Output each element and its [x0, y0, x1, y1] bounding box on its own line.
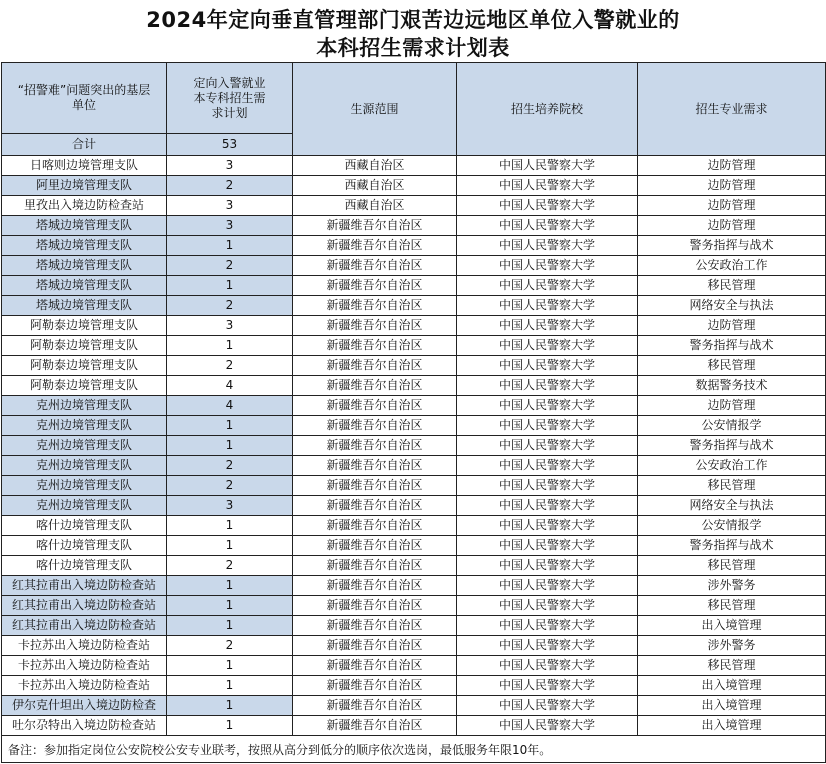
cell-school: 中国人民警察大学: [457, 196, 638, 216]
table-row: [2, 156, 826, 176]
cell-count: 3: [167, 216, 293, 236]
cell-major: 移民管理: [638, 596, 826, 616]
cell-region: 新疆维吾尔自治区: [293, 576, 457, 596]
cell-major: 边防管理: [638, 316, 826, 336]
cell-unit: 克州边境管理支队: [2, 456, 167, 476]
cell-unit: 卡拉苏出入境边防检查站: [2, 656, 167, 676]
cell-school: 中国人民警察大学: [457, 336, 638, 356]
table-row: [2, 696, 826, 716]
table-row: [2, 456, 826, 476]
cell-count: 1: [167, 436, 293, 456]
cell-region: 新疆维吾尔自治区: [293, 296, 457, 316]
cell-count: 1: [167, 276, 293, 296]
table-row: [2, 496, 826, 516]
table-row: [2, 276, 826, 296]
cell-region: 新疆维吾尔自治区: [293, 616, 457, 636]
table-row: [2, 256, 826, 276]
cell-unit: 吐尔尕特出入境边防检查站: [2, 716, 167, 736]
cell-unit: 塔城边境管理支队: [2, 276, 167, 296]
table-row: [2, 236, 826, 256]
cell-school: 中国人民警察大学: [457, 616, 638, 636]
cell-school: 中国人民警察大学: [457, 556, 638, 576]
table-row: [2, 416, 826, 436]
cell-major: 出入境管理: [638, 616, 826, 636]
cell-region: 新疆维吾尔自治区: [293, 236, 457, 256]
header-unit: [2, 63, 167, 134]
cell-count: 1: [167, 716, 293, 736]
cell-school: 中国人民警察大学: [457, 216, 638, 236]
table-row: [2, 596, 826, 616]
cell-major: 公安情报学: [638, 416, 826, 436]
cell-major: 移民管理: [638, 556, 826, 576]
table-row: [2, 316, 826, 336]
cell-unit: 红其拉甫出入境边防检查站: [2, 616, 167, 636]
cell-unit: 塔城边境管理支队: [2, 256, 167, 276]
cell-count: 3: [167, 316, 293, 336]
cell-count: 2: [167, 256, 293, 276]
cell-count: 1: [167, 676, 293, 696]
cell-unit: 塔城边境管理支队: [2, 216, 167, 236]
cell-region: 新疆维吾尔自治区: [293, 276, 457, 296]
cell-unit: 克州边境管理支队: [2, 396, 167, 416]
cell-major: 出入境管理: [638, 696, 826, 716]
table-body: [2, 156, 826, 736]
cell-count: 2: [167, 556, 293, 576]
cell-region: 新疆维吾尔自治区: [293, 676, 457, 696]
cell-major: 边防管理: [638, 156, 826, 176]
cell-count: 2: [167, 456, 293, 476]
cell-major: 移民管理: [638, 356, 826, 376]
cell-unit: 喀什边境管理支队: [2, 536, 167, 556]
cell-region: 西藏自治区: [293, 196, 457, 216]
table-row: [2, 536, 826, 556]
cell-unit: 阿里边境管理支队: [2, 176, 167, 196]
cell-count: 1: [167, 336, 293, 356]
table-row: [2, 376, 826, 396]
cell-school: 中国人民警察大学: [457, 516, 638, 536]
cell-unit: 克州边境管理支队: [2, 436, 167, 456]
cell-count: 1: [167, 516, 293, 536]
cell-school: 中国人民警察大学: [457, 396, 638, 416]
cell-school: 中国人民警察大学: [457, 476, 638, 496]
cell-major: 出入境管理: [638, 716, 826, 736]
cell-major: 边防管理: [638, 396, 826, 416]
cell-school: 中国人民警察大学: [457, 716, 638, 736]
cell-school: 中国人民警察大学: [457, 636, 638, 656]
cell-region: 新疆维吾尔自治区: [293, 376, 457, 396]
document-title: [0, 0, 826, 62]
cell-region: 新疆维吾尔自治区: [293, 496, 457, 516]
cell-major: 移民管理: [638, 656, 826, 676]
cell-school: 中国人民警察大学: [457, 656, 638, 676]
header-unit-label: “招警难”问题突出的基层单位: [17, 83, 151, 112]
cell-unit: 塔城边境管理支队: [2, 236, 167, 256]
cell-count: 4: [167, 396, 293, 416]
cell-major: 公安政治工作: [638, 456, 826, 476]
header-region: 生源范围: [293, 63, 457, 156]
cell-unit: 阿勒泰边境管理支队: [2, 356, 167, 376]
cell-count: 3: [167, 196, 293, 216]
cell-major: 出入境管理: [638, 676, 826, 696]
cell-region: 新疆维吾尔自治区: [293, 516, 457, 536]
cell-count: 4: [167, 376, 293, 396]
table-row: [2, 576, 826, 596]
table-row: [2, 676, 826, 696]
cell-count: 3: [167, 496, 293, 516]
header-school: 招生培养院校: [457, 63, 638, 156]
cell-school: 中国人民警察大学: [457, 456, 638, 476]
recruitment-plan-table: [1, 62, 826, 763]
cell-region: 新疆维吾尔自治区: [293, 696, 457, 716]
cell-region: 新疆维吾尔自治区: [293, 356, 457, 376]
header-count: [167, 63, 293, 134]
cell-major: 公安政治工作: [638, 256, 826, 276]
cell-count: 2: [167, 296, 293, 316]
cell-count: 2: [167, 176, 293, 196]
cell-school: 中国人民警察大学: [457, 676, 638, 696]
cell-region: 新疆维吾尔自治区: [293, 336, 457, 356]
cell-school: 中国人民警察大学: [457, 356, 638, 376]
cell-school: 中国人民警察大学: [457, 256, 638, 276]
cell-count: 1: [167, 616, 293, 636]
cell-unit: 塔城边境管理支队: [2, 296, 167, 316]
cell-unit: 伊尔克什坦出入境边防检查: [2, 696, 167, 716]
cell-count: 2: [167, 356, 293, 376]
cell-major: 警务指挥与战术: [638, 236, 826, 256]
cell-region: 新疆维吾尔自治区: [293, 216, 457, 236]
cell-region: 新疆维吾尔自治区: [293, 396, 457, 416]
cell-region: 新疆维吾尔自治区: [293, 416, 457, 436]
cell-region: 新疆维吾尔自治区: [293, 556, 457, 576]
cell-unit: 克州边境管理支队: [2, 416, 167, 436]
table-row: [2, 516, 826, 536]
cell-major: 公安情报学: [638, 516, 826, 536]
cell-major: 边防管理: [638, 216, 826, 236]
footnote: 备注：参加指定岗位公安院校公安专业联考，按照从高分到低分的顺序依次选岗，最低服务年限10年。: [2, 736, 826, 763]
total-value: 53: [167, 134, 293, 156]
cell-major: 网络安全与执法: [638, 496, 826, 516]
cell-region: 西藏自治区: [293, 176, 457, 196]
cell-count: 1: [167, 236, 293, 256]
cell-school: 中国人民警察大学: [457, 536, 638, 556]
cell-school: 中国人民警察大学: [457, 576, 638, 596]
table-row: [2, 216, 826, 236]
cell-region: 新疆维吾尔自治区: [293, 456, 457, 476]
table-row: [2, 656, 826, 676]
cell-count: 1: [167, 596, 293, 616]
cell-major: 移民管理: [638, 276, 826, 296]
cell-region: 西藏自治区: [293, 156, 457, 176]
cell-major: 警务指挥与战术: [638, 436, 826, 456]
cell-unit: 喀什边境管理支队: [2, 556, 167, 576]
cell-count: 1: [167, 656, 293, 676]
table-row: [2, 296, 826, 316]
table-row: [2, 396, 826, 416]
cell-unit: 喀什边境管理支队: [2, 516, 167, 536]
cell-school: 中国人民警察大学: [457, 316, 638, 336]
cell-major: 移民管理: [638, 476, 826, 496]
cell-unit: 阿勒泰边境管理支队: [2, 376, 167, 396]
cell-region: 新疆维吾尔自治区: [293, 716, 457, 736]
cell-count: 1: [167, 576, 293, 596]
cell-unit: 阿勒泰边境管理支队: [2, 316, 167, 336]
title-line-1: 2024年定向垂直管理部门艰苦边远地区单位入警就业的: [146, 8, 680, 32]
cell-school: 中国人民警察大学: [457, 436, 638, 456]
cell-region: 新疆维吾尔自治区: [293, 476, 457, 496]
cell-major: 数据警务技术: [638, 376, 826, 396]
cell-region: 新疆维吾尔自治区: [293, 636, 457, 656]
cell-unit: 克州边境管理支队: [2, 476, 167, 496]
table-row: [2, 176, 826, 196]
cell-school: 中国人民警察大学: [457, 156, 638, 176]
cell-count: 1: [167, 696, 293, 716]
cell-major: 边防管理: [638, 196, 826, 216]
cell-school: 中国人民警察大学: [457, 496, 638, 516]
cell-count: 2: [167, 636, 293, 656]
cell-count: 1: [167, 536, 293, 556]
title-line-2: 本科招生需求计划表: [316, 36, 510, 60]
cell-major: 警务指挥与战术: [638, 536, 826, 556]
cell-school: 中国人民警察大学: [457, 376, 638, 396]
table-row: [2, 716, 826, 736]
cell-unit: 红其拉甫出入境边防检查站: [2, 576, 167, 596]
cell-school: 中国人民警察大学: [457, 596, 638, 616]
cell-region: 新疆维吾尔自治区: [293, 656, 457, 676]
cell-unit: 克州边境管理支队: [2, 496, 167, 516]
cell-unit: 卡拉苏出入境边防检查站: [2, 636, 167, 656]
table-row: [2, 476, 826, 496]
cell-school: 中国人民警察大学: [457, 176, 638, 196]
cell-unit: 日喀则边境管理支队: [2, 156, 167, 176]
table-row: [2, 556, 826, 576]
cell-major: 边防管理: [638, 176, 826, 196]
header-major: 招生专业需求: [638, 63, 826, 156]
cell-major: 涉外警务: [638, 636, 826, 656]
cell-unit: 阿勒泰边境管理支队: [2, 336, 167, 356]
cell-unit: 卡拉苏出入境边防检查站: [2, 676, 167, 696]
cell-region: 新疆维吾尔自治区: [293, 536, 457, 556]
cell-region: 新疆维吾尔自治区: [293, 316, 457, 336]
cell-region: 新疆维吾尔自治区: [293, 256, 457, 276]
table-row: [2, 616, 826, 636]
cell-school: 中国人民警察大学: [457, 416, 638, 436]
table-row: [2, 356, 826, 376]
cell-count: 3: [167, 156, 293, 176]
table-row: [2, 436, 826, 456]
cell-school: 中国人民警察大学: [457, 276, 638, 296]
cell-unit: 里孜出入境边防检查站: [2, 196, 167, 216]
cell-major: 警务指挥与战术: [638, 336, 826, 356]
cell-major: 涉外警务: [638, 576, 826, 596]
table-row: [2, 336, 826, 356]
cell-count: 1: [167, 416, 293, 436]
cell-count: 2: [167, 476, 293, 496]
cell-region: 新疆维吾尔自治区: [293, 436, 457, 456]
table-row: [2, 636, 826, 656]
cell-region: 新疆维吾尔自治区: [293, 596, 457, 616]
cell-school: 中国人民警察大学: [457, 236, 638, 256]
cell-school: 中国人民警察大学: [457, 696, 638, 716]
header-count-label: 定向入警就业本专科招生需求计划: [193, 75, 266, 120]
cell-major: 网络安全与执法: [638, 296, 826, 316]
table-row: [2, 196, 826, 216]
cell-school: 中国人民警察大学: [457, 296, 638, 316]
cell-unit: 红其拉甫出入境边防检查站: [2, 596, 167, 616]
total-label: 合计: [2, 134, 167, 156]
